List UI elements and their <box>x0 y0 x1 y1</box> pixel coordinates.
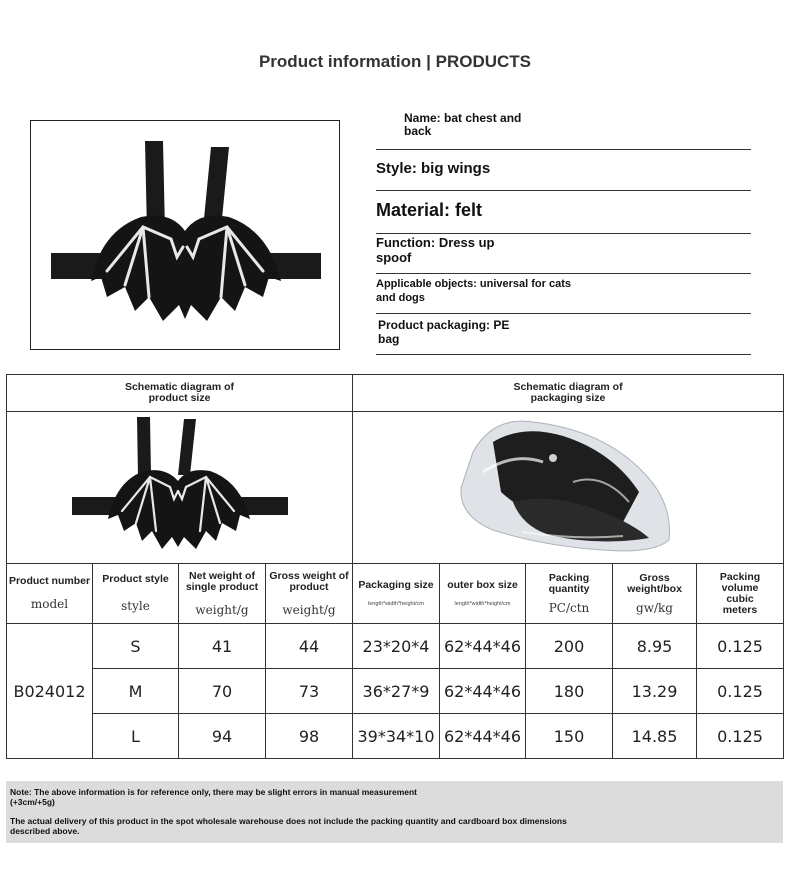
row-net-weight: 41 <box>179 624 266 669</box>
info-objects-text: Applicable objects: universal for cats and dogs <box>376 278 572 304</box>
info-material <box>376 191 751 234</box>
row-packaging-size: 39*34*10 <box>353 714 440 759</box>
note-line-3: The actual delivery of this product in the spot wholesale warehouse does not include the packing quantity and cardboard box dimensions <box>10 816 567 826</box>
row-volume: 0.125 <box>697 714 784 759</box>
row-net-weight: 94 <box>179 714 266 759</box>
row-box-size: 62*44*46 <box>440 624 526 669</box>
row-gross-weight: 44 <box>266 624 353 669</box>
row-net-weight: 70 <box>179 669 266 714</box>
col-header-packing-volume: Packing volume cubic meters <box>697 564 784 624</box>
row-gross-weight: 98 <box>266 714 353 759</box>
table-row <box>7 714 784 759</box>
info-name <box>376 112 751 150</box>
model-number: B024012 <box>7 624 93 759</box>
col-header-gross-weight: Gross weight of product weight/g <box>266 564 353 624</box>
row-quantity: 150 <box>526 714 613 759</box>
row-gross-weight-box: 13.29 <box>613 669 697 714</box>
row-gross-weight: 73 <box>266 669 353 714</box>
col-header-net-weight: Net weight of single product weight/g <box>179 564 266 624</box>
row-box-size: 62*44*46 <box>440 714 526 759</box>
info-style-text: Style: big wings <box>376 160 491 177</box>
packaging-size-image <box>353 412 784 564</box>
product-size-caption: Schematic diagram of product size <box>7 375 353 412</box>
row-style: L <box>93 714 179 759</box>
row-gross-weight-box: 8.95 <box>613 624 697 669</box>
info-material-text: Material: felt <box>376 200 483 220</box>
pe-bag-packaging-image <box>453 412 683 558</box>
packaging-size-caption: Schematic diagram of packaging size <box>353 375 784 412</box>
col-header-number: Product number model <box>7 564 93 624</box>
info-packaging <box>376 314 751 355</box>
info-name-text: Name: bat chest and back <box>404 111 522 138</box>
bat-wings-costume-image <box>31 121 339 349</box>
note-line-4: described above. <box>10 826 80 836</box>
bat-wings-small-image <box>70 415 290 555</box>
col-header-packaging-size: Packaging size length*width*height/cm <box>353 564 440 624</box>
page-title: Product information | PRODUCTS <box>258 52 532 71</box>
col-header-packing-quantity: Packing quantity PC/ctn <box>526 564 613 624</box>
row-packaging-size: 23*20*4 <box>353 624 440 669</box>
row-volume: 0.125 <box>697 624 784 669</box>
spec-table <box>6 374 784 759</box>
row-packaging-size: 36*27*9 <box>353 669 440 714</box>
info-function-text: Function: Dress up spoof <box>376 235 495 265</box>
note-line-2: (+3cm/+5g) <box>10 797 55 807</box>
col-header-box-size: outer box size length*width*height/cm <box>440 564 526 624</box>
row-style: S <box>93 624 179 669</box>
info-objects <box>376 274 751 314</box>
product-photo <box>30 120 340 350</box>
table-header-row <box>7 564 784 624</box>
info-packaging-text: Product packaging: PE bag <box>378 318 510 346</box>
col-header-style: Product style style <box>93 564 179 624</box>
table-row <box>7 624 784 669</box>
info-function <box>376 234 751 274</box>
info-style <box>376 150 751 191</box>
row-gross-weight-box: 14.85 <box>613 714 697 759</box>
table-row <box>7 669 784 714</box>
col-header-gross-weight-box: Gross weight/box gw/kg <box>613 564 697 624</box>
row-quantity: 200 <box>526 624 613 669</box>
row-box-size: 62*44*46 <box>440 669 526 714</box>
row-volume: 0.125 <box>697 669 784 714</box>
product-size-image <box>7 412 353 564</box>
row-quantity: 180 <box>526 669 613 714</box>
note-line-1: Note: The above information is for reference only, there may be slight errors in manual measurement <box>10 787 418 797</box>
notes-panel <box>6 781 783 843</box>
row-style: M <box>93 669 179 714</box>
